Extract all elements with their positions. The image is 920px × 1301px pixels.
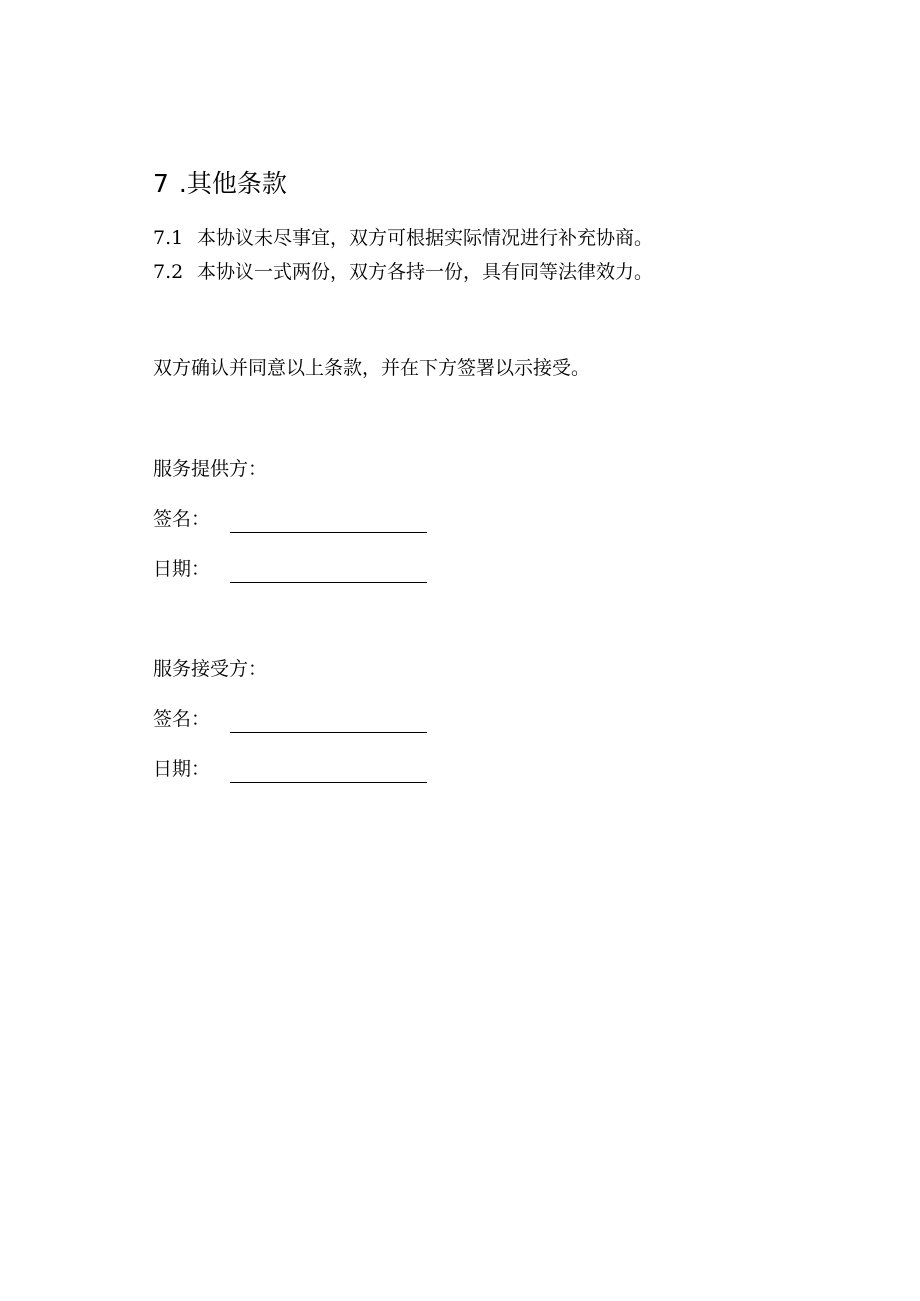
clause-number: 7.1 <box>153 227 184 249</box>
receiver-signature-line[interactable] <box>230 732 427 733</box>
signature-label: 签名： <box>153 708 211 730</box>
section-heading <box>153 166 287 202</box>
receiver-signature-row <box>153 705 453 733</box>
signature-label: 签名： <box>153 508 211 530</box>
clause-7-1 <box>153 224 653 252</box>
provider-signature-row <box>153 505 453 533</box>
date-label: 日期： <box>153 758 211 780</box>
provider-label: 服务提供方： <box>153 458 268 480</box>
clause-7-2 <box>153 258 653 286</box>
receiver-label: 服务接受方： <box>153 658 268 680</box>
provider-date-row <box>153 555 453 583</box>
clause-number: 7.2 <box>153 261 184 283</box>
section-number: 7 <box>153 169 169 198</box>
date-label: 日期： <box>153 558 211 580</box>
clause-text: 本协议未尽事宜，双方可根据实际情况进行补充协商。 <box>197 227 654 249</box>
provider-date-line[interactable] <box>230 582 427 583</box>
receiver-date-line[interactable] <box>230 782 427 783</box>
section-title: .其他条款 <box>178 169 287 198</box>
receiver-date-row <box>153 755 453 783</box>
provider-signature-line[interactable] <box>230 532 427 533</box>
confirmation-statement: 双方确认并同意以上条款，并在下方签署以示接受。 <box>153 357 591 379</box>
clause-text: 本协议一式两份，双方各持一份，具有同等法律效力。 <box>197 261 654 283</box>
